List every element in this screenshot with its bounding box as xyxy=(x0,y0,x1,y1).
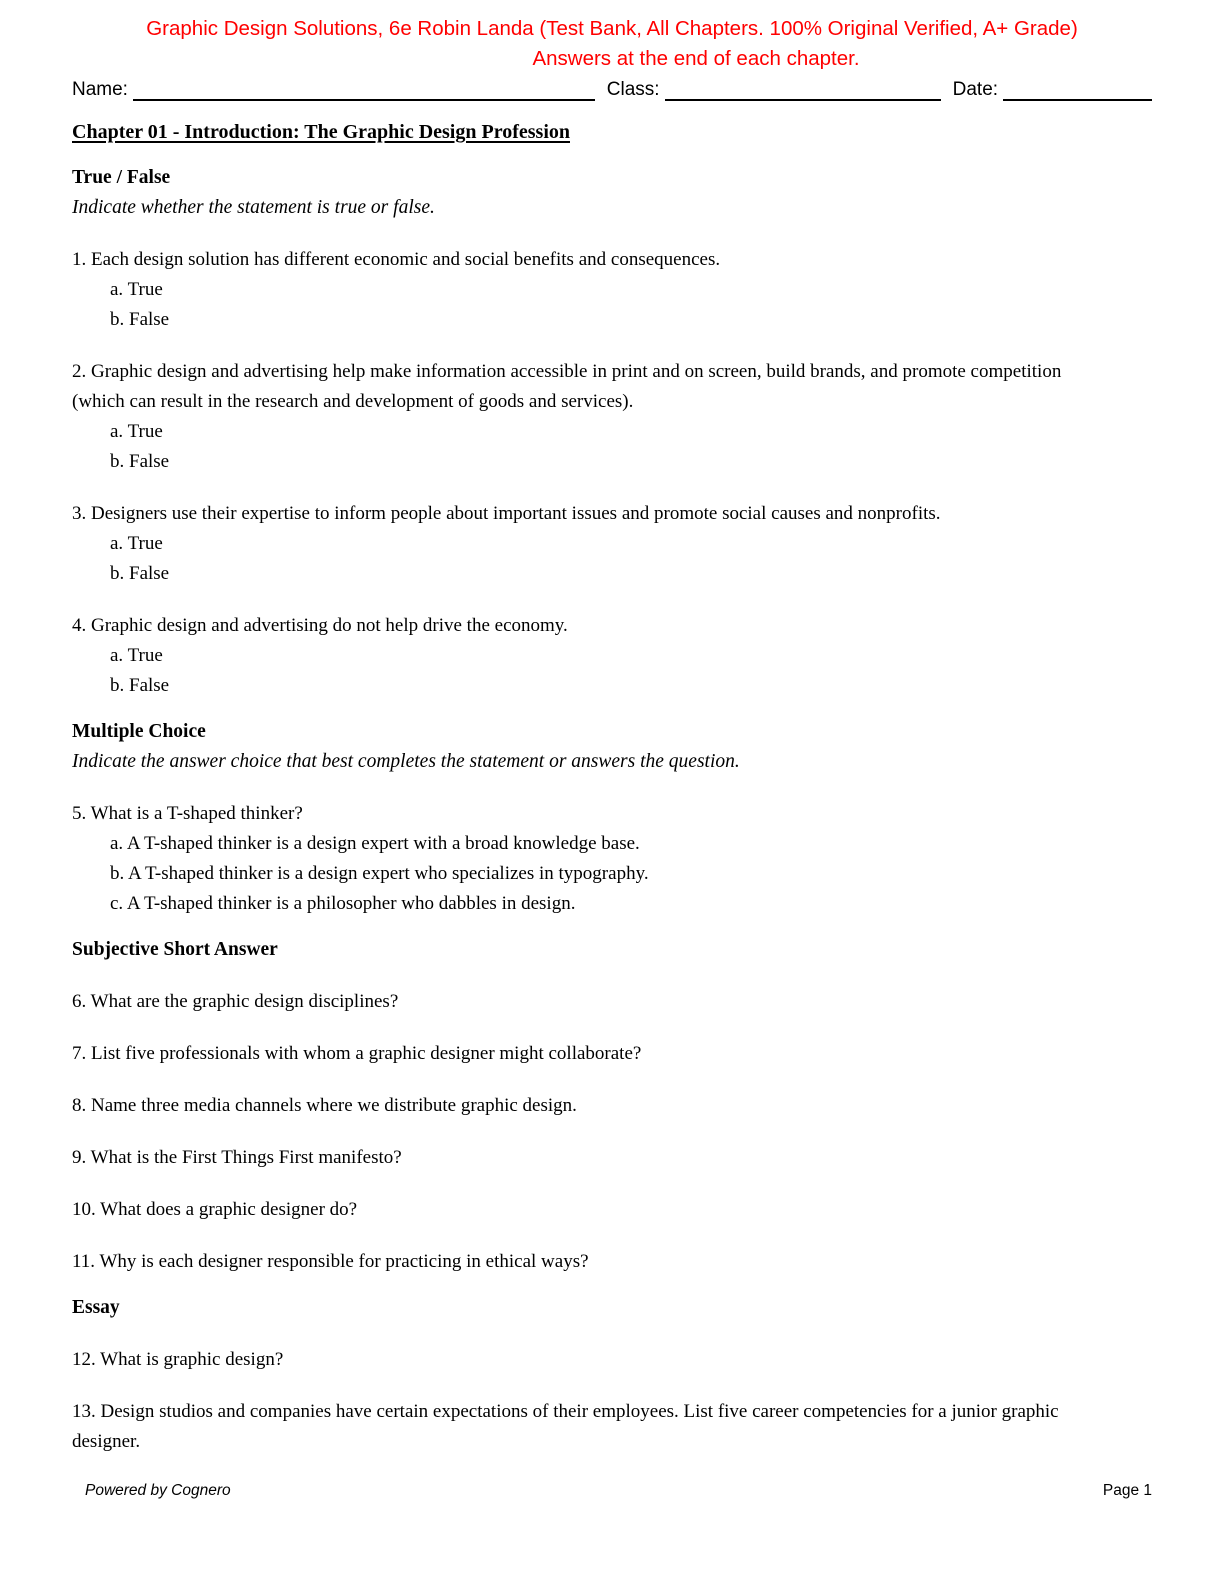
question-7 xyxy=(72,1039,1117,1069)
name-label: Name: xyxy=(72,79,128,100)
document-title-line-1: Graphic Design Solutions, 6e Robin Landa (Test Bank, All Chapters. 100% Original Verified, A+ Grade) xyxy=(146,17,1078,40)
option-letter: a. xyxy=(110,533,124,554)
option-text: True xyxy=(127,533,163,554)
document-title-line-2: Answers at the end of each chapter. xyxy=(532,47,860,70)
chapter-title: Chapter 01 - Introduction: The Graphic Design Profession xyxy=(72,121,570,143)
question-number: 4. xyxy=(72,615,87,636)
option-text: True xyxy=(127,421,163,442)
question-number: 12. xyxy=(72,1349,96,1370)
question-12 xyxy=(72,1345,1117,1375)
question-number: 1. xyxy=(72,249,87,270)
question-text: Why is each designer responsible for practicing in ethical ways? xyxy=(99,1251,589,1272)
option-letter: a. xyxy=(110,421,124,442)
question-number: 6. xyxy=(72,991,87,1012)
option-text: A T-shaped thinker is a design expert with a broad knowledge base. xyxy=(126,833,640,854)
question-text: Graphic design and advertising do not help drive the economy. xyxy=(91,615,568,636)
question-number: 5. xyxy=(72,803,87,824)
question-text: Designers use their expertise to inform people about important issues and promote social causes and nonprofits. xyxy=(91,503,941,524)
question-number: 8. xyxy=(72,1095,87,1116)
question-8 xyxy=(72,1091,1117,1121)
question-text: What are the graphic design disciplines? xyxy=(90,991,399,1012)
question-3 xyxy=(72,499,1117,529)
question-number: 11. xyxy=(72,1251,96,1272)
option-letter: a. xyxy=(110,645,124,666)
option-text: True xyxy=(127,645,163,666)
footer-page-number: Page 1 xyxy=(1102,1482,1152,1499)
section-heading-multiple-choice: Multiple Choice xyxy=(72,721,206,742)
class-label: Class: xyxy=(606,79,660,100)
question-text: What is graphic design? xyxy=(100,1349,284,1370)
option-text: False xyxy=(129,309,170,330)
option-letter: b. xyxy=(110,563,125,584)
question-text: What is the First Things First manifesto? xyxy=(90,1147,402,1168)
footer-powered-by: Powered by Cognero xyxy=(85,1482,231,1499)
question-text: What does a graphic designer do? xyxy=(100,1199,358,1220)
question-2 xyxy=(72,357,1117,417)
question-number: 2. xyxy=(72,361,87,382)
option-text: A T-shaped thinker is a design expert who specializes in typography. xyxy=(127,863,649,884)
option-letter: a. xyxy=(110,279,124,300)
question-4 xyxy=(72,611,1117,641)
question-3-option-b xyxy=(72,559,1152,589)
option-letter: a. xyxy=(110,833,124,854)
name-fill-line xyxy=(133,80,595,101)
option-text: False xyxy=(129,675,170,696)
date-label: Date: xyxy=(952,79,999,100)
question-13 xyxy=(72,1397,1117,1457)
question-text: List five professionals with whom a graphic designer might collaborate? xyxy=(91,1043,642,1064)
question-6 xyxy=(72,987,1117,1017)
question-text: What is a T-shaped thinker? xyxy=(90,803,303,824)
section-instruction-multiple-choice: Indicate the answer choice that best completes the statement or answers the question. xyxy=(72,751,740,772)
question-1-option-a xyxy=(72,275,1152,305)
option-text: True xyxy=(127,279,163,300)
option-text: False xyxy=(129,451,170,472)
question-1 xyxy=(72,245,1117,275)
section-heading-essay: Essay xyxy=(72,1297,120,1318)
question-11 xyxy=(72,1247,1117,1277)
option-letter: b. xyxy=(110,675,125,696)
question-2-option-a xyxy=(72,417,1152,447)
question-10 xyxy=(72,1195,1117,1225)
section-heading-subjective-short-answer: Subjective Short Answer xyxy=(72,939,278,960)
date-fill-line xyxy=(1003,80,1152,101)
question-9 xyxy=(72,1143,1117,1173)
option-letter: b. xyxy=(110,309,125,330)
question-4-option-b xyxy=(72,671,1152,701)
question-number: 13. xyxy=(72,1401,96,1422)
question-text: Name three media channels where we distribute graphic design. xyxy=(91,1095,577,1116)
class-fill-line xyxy=(665,80,941,101)
question-text: Design studios and companies have certain expectations of their employees. List five career competencies for a junior graphic designer. xyxy=(72,1401,1059,1452)
question-2-option-b xyxy=(72,447,1152,477)
question-number: 9. xyxy=(72,1147,87,1168)
info-bar xyxy=(72,78,1152,101)
question-number: 7. xyxy=(72,1043,87,1064)
question-5-option-c xyxy=(72,889,1152,919)
question-5 xyxy=(72,799,1117,829)
question-text: Each design solution has different economic and social benefits and consequences. xyxy=(91,249,721,270)
option-letter: b. xyxy=(110,863,125,884)
option-text: False xyxy=(129,563,170,584)
question-4-option-a xyxy=(72,641,1152,671)
option-letter: b. xyxy=(110,451,125,472)
section-heading-true-false: True / False xyxy=(72,167,171,188)
question-number: 10. xyxy=(72,1199,96,1220)
question-1-option-b xyxy=(72,305,1152,335)
question-3-option-a xyxy=(72,529,1152,559)
option-letter: c. xyxy=(110,893,124,914)
question-5-option-b xyxy=(72,859,1152,889)
question-number: 3. xyxy=(72,503,87,524)
section-instruction-true-false: Indicate whether the statement is true or false. xyxy=(72,197,435,218)
page-footer xyxy=(85,1481,1152,1500)
question-text: Graphic design and advertising help make information accessible in print and on screen, build brands, and promote competition (which can result in the research and development of goods and services). xyxy=(72,361,1062,412)
option-text: A T-shaped thinker is a philosopher who dabbles in design. xyxy=(126,893,576,914)
question-5-option-a xyxy=(72,829,1152,859)
